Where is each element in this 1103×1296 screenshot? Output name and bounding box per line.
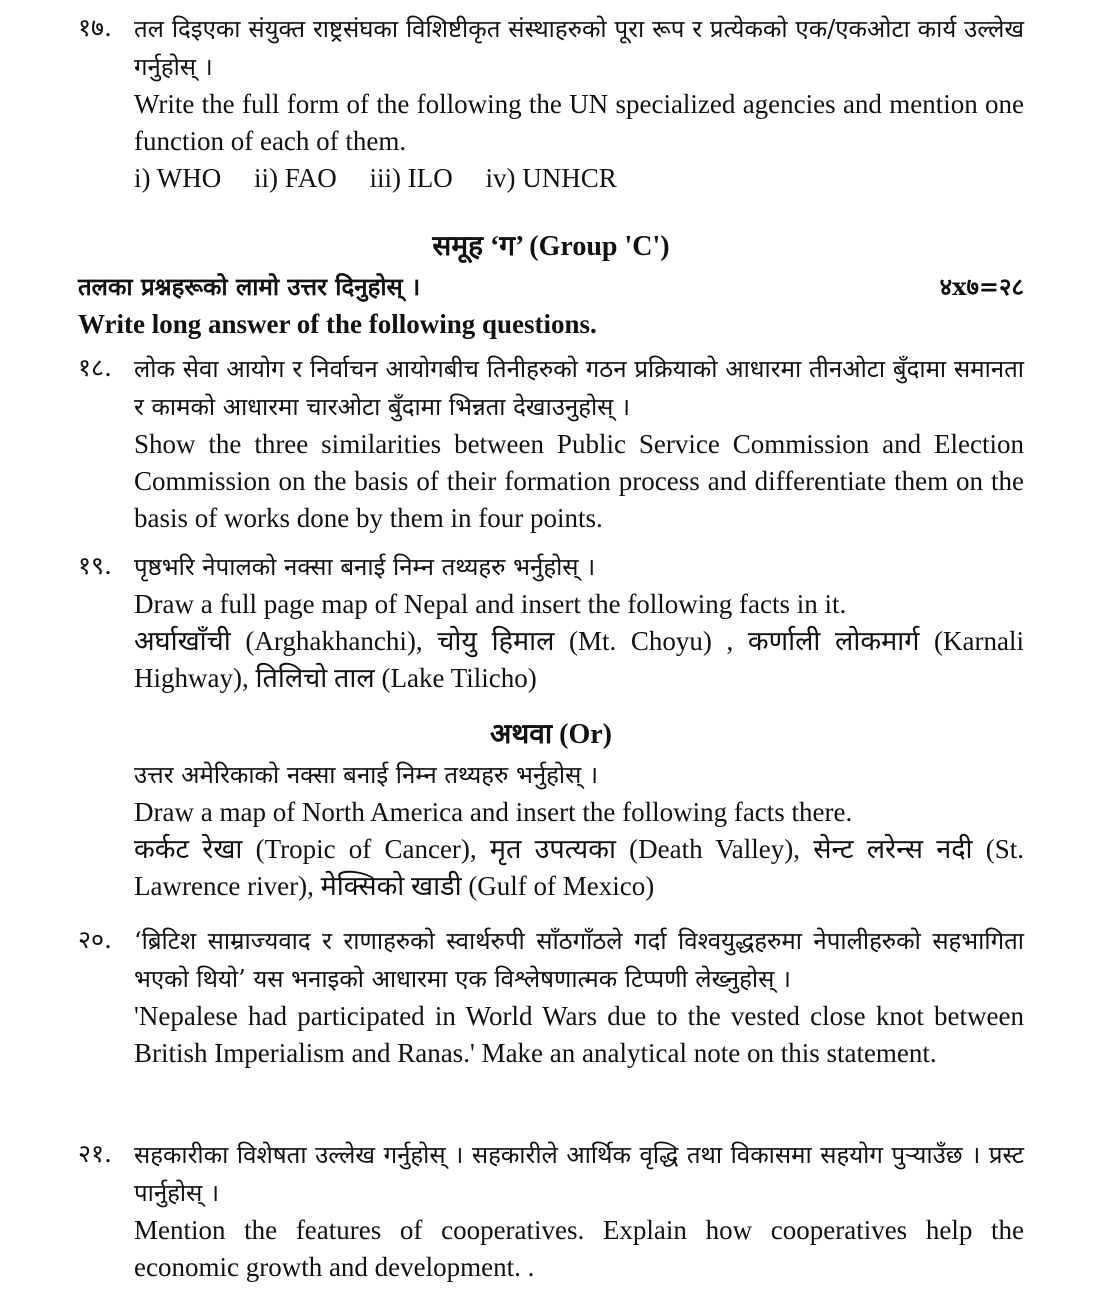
question-text-english: 'Nepalese had participated in World Wars due to the vested close knot between British Imperialism and Ranas.' Make an analytical note on this statement.: [134, 1001, 1024, 1068]
option-unhcr: iv) UNHCR: [485, 163, 617, 193]
question-20: [78, 922, 1024, 1072]
question-19-alternative: [78, 756, 1024, 905]
group-instruction-english: Write long answer of the following questions.: [78, 309, 597, 339]
question-text-nepali: सहकारीका विशेषता उल्लेख गर्नुहोस् । सहकारीले आर्थिक वृद्धि तथा विकासमा सहयोग पुऱ्याउँछ । प्रस्ट पार्नुहोस् ।: [134, 1141, 1024, 1207]
question-number: २०.: [78, 925, 112, 954]
question-body: [134, 756, 1024, 905]
question-body: [134, 1136, 1024, 1286]
map-facts-nepal: अर्घाखाँची (Arghakhanchi), चोयु हिमाल (Mt. Choyu) , कर्णाली लोकमार्ग (Karnali Highway), तिलिचो ताल (Lake Tilicho): [134, 626, 1024, 693]
question-text-nepali: उत्तर अमेरिकाको नक्सा बनाई निम्न तथ्यहरु भर्नुहोस् ।: [134, 761, 599, 789]
question-text-nepali: लोक सेवा आयोग र निर्वाचन आयोगबीच तिनीहरुको गठन प्रक्रियाको आधारमा तीनओटा बुँदामा समानता र कामको आधारमा चारओटा बुँदामा भिन्नता देखाउनुहोस् ।: [134, 355, 1024, 421]
option-ilo: iii) ILO: [369, 163, 453, 193]
option-who: i) WHO: [134, 163, 222, 193]
question-body: [134, 922, 1024, 1072]
question-number: १७.: [78, 13, 112, 42]
or-divider: अथवा (Or): [490, 719, 612, 750]
group-instruction-nepali: तलका प्रश्नहरूको लामो उत्तर दिनुहोस् ।: [78, 272, 421, 301]
group-heading: समूह ‘ग’ (Group 'C'): [432, 231, 670, 262]
question-text-english: Mention the features of cooperatives. Explain how cooperatives help the economic growth and development. .: [134, 1215, 1024, 1282]
question-17: [78, 10, 1024, 197]
question-21: [78, 1136, 1024, 1286]
question-19: [78, 548, 1024, 697]
question-text-english: Write the full form of the following the UN specialized agencies and mention one function of each of them.: [134, 89, 1024, 156]
question-number: १९.: [78, 551, 112, 580]
question-body: [134, 548, 1024, 697]
question-text-english: Show the three similarities between Public Service Commission and Election Commission on the basis of their formation process and differentiate them on the basis of works done by them in four points.: [134, 429, 1024, 533]
question-number: २१.: [78, 1139, 112, 1168]
group-instruction-row: [78, 270, 1024, 303]
question-body: [134, 350, 1024, 537]
question-text-nepali: पृष्ठभरि नेपालको नक्सा बनाई निम्न तथ्यहरु भर्नुहोस् ।: [134, 553, 596, 581]
question-body: [134, 10, 1024, 197]
question-text-nepali: तल दिइएका संयुक्त राष्ट्रसंघका विशिष्टीकृत संस्थाहरुको पूरा रूप र प्रत्येकको एक/एकओटा कार्य उल्लेख गर्नुहोस् ।: [134, 15, 1024, 81]
map-facts-north-america: कर्कट रेखा (Tropic of Cancer), मृत उपत्यका (Death Valley), सेन्ट लरेन्स नदी (St. Lawrence river), मेक्सिको खाडी (Gulf of Mexico): [134, 834, 1024, 901]
question-text-english: Draw a full page map of Nepal and insert the following facts in it.: [134, 589, 847, 619]
agency-options: [134, 160, 1024, 197]
question-number: १८.: [78, 353, 112, 382]
option-fao: ii) FAO: [254, 163, 337, 193]
question-text-english: Draw a map of North America and insert the following facts there.: [134, 797, 853, 827]
question-text-nepali: ‘ब्रिटिश साम्राज्यवाद र राणाहरुको स्वार्थरुपी साँठगाँठले गर्दा विश्वयुद्धहरुमा नेपालीहरुको सहभागिता भएको थियो’ यस भनाइको आधारमा एक विश्लेषणात्मक टिप्पणी लेख्नुहोस् ।: [134, 927, 1024, 993]
question-18: [78, 350, 1024, 537]
group-marks: ४x७=२८: [939, 272, 1024, 301]
